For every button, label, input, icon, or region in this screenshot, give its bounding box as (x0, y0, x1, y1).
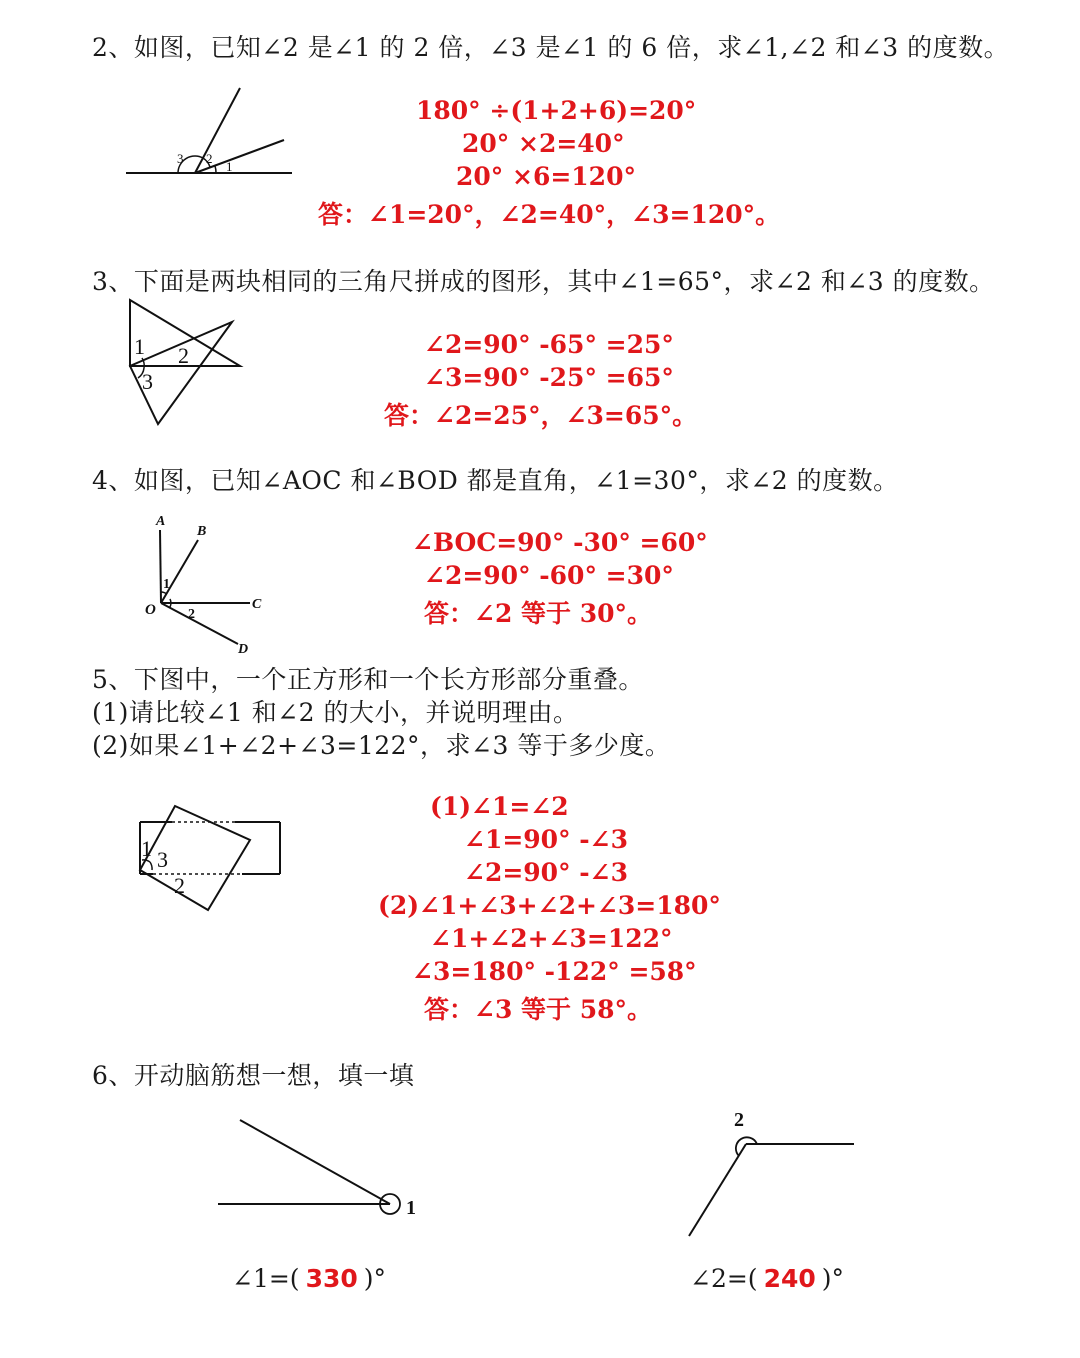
q5-answer-line-6: ∠3=180° -122° =58° (412, 957, 697, 986)
q6-fill-angle2-suffix: )° (821, 1264, 845, 1293)
q4-label-A: A (156, 514, 166, 529)
q3-label-1: 1 (134, 334, 145, 359)
q5-answer-line-4: (2)∠1+∠3+∠2+∠3=180° (378, 891, 721, 920)
q5-label-2: 2 (174, 873, 185, 898)
q2-title: 2、如图，已知∠2 是∠1 的 2 倍，∠3 是∠1 的 6 倍，求∠1,∠2 和∠3 的度数。 (92, 33, 1010, 62)
q3-label-2: 2 (178, 343, 189, 368)
q2-label-3: 3 (177, 151, 184, 166)
q3-label-3: 3 (142, 369, 153, 394)
q4-label-2: 2 (188, 607, 195, 622)
q2-label-2: 2 (206, 151, 213, 166)
q2-answer-line-1: 180° ÷(1+2+6)=20° (416, 96, 697, 125)
q5-figure (132, 798, 292, 918)
q4-answer-line-1: ∠BOC=90° -30° =60° (412, 528, 708, 557)
q6-label-2: 2 (734, 1109, 744, 1131)
q5-part-1: (1)请比较∠1 和∠2 的大小，并说明理由。 (92, 698, 579, 727)
q2-answer-conclusion: 答：∠1=20°，∠2=40°，∠3=120°。 (318, 200, 781, 229)
q4-title: 4、如图，已知∠AOC 和∠BOD 都是直角，∠1=30°，求∠2 的度数。 (92, 466, 899, 495)
q6-fill-angle2 (690, 1264, 844, 1293)
q2-label-1: 1 (226, 159, 233, 174)
q6-figure-angle2 (680, 1102, 870, 1242)
q6-title: 6、开动脑筋想一想，填一填 (92, 1061, 415, 1090)
q2-answer-line-2: 20° ×2=40° (462, 129, 625, 158)
q2-figure (120, 82, 300, 182)
q6-fill-angle1 (232, 1264, 386, 1293)
q3-answer-line-1: ∠2=90° -65° =25° (424, 330, 674, 359)
q3-figure (120, 296, 250, 431)
q3-title: 3、下面是两块相同的三角尺拼成的图形，其中∠1=65°，求∠2 和∠3 的度数。 (92, 267, 995, 296)
q4-figure (140, 508, 270, 658)
q5-title: 5、下图中，一个正方形和一个长方形部分重叠。 (92, 665, 644, 694)
q4-answer-line-2: ∠2=90° -60° =30° (424, 561, 674, 590)
q4-label-D: D (238, 642, 249, 657)
q5-answer-line-3: ∠2=90° -∠3 (464, 858, 629, 887)
q4-label-C: C (252, 597, 262, 612)
q4-label-1: 1 (163, 577, 170, 592)
q5-answer-line-5: ∠1+∠2+∠3=122° (430, 924, 673, 953)
q5-answer-line-1: (1)∠1=∠2 (430, 792, 569, 821)
q4-answer-conclusion: 答：∠2 等于 30°。 (424, 599, 653, 628)
q5-answer-line-2: ∠1=90° -∠3 (464, 825, 629, 854)
q6-fill-angle1-value[interactable]: 330 (305, 1264, 358, 1293)
q6-fill-angle2-value[interactable]: 240 (763, 1264, 816, 1293)
q6-fill-angle1-suffix: )° (363, 1264, 387, 1293)
q5-answer-conclusion: 答：∠3 等于 58°。 (424, 995, 653, 1024)
q5-label-3: 3 (157, 847, 168, 872)
q5-part-2: (2)如果∠1+∠2+∠3=122°，求∠3 等于多少度。 (92, 731, 671, 760)
q6-label-1: 1 (406, 1197, 416, 1219)
q3-answer-line-2: ∠3=90° -25° =65° (424, 363, 674, 392)
q4-label-B: B (197, 524, 207, 539)
q2-answer-line-3: 20° ×6=120° (456, 162, 636, 191)
q6-fill-angle2-prefix: ∠2=( (690, 1264, 758, 1293)
q3-answer-conclusion: 答：∠2=25°，∠3=65°。 (384, 401, 698, 430)
q6-fill-angle1-prefix: ∠1=( (232, 1264, 300, 1293)
q5-label-1: 1 (141, 836, 152, 861)
q6-figure-angle1 (210, 1110, 430, 1220)
q4-label-O: O (145, 602, 156, 618)
